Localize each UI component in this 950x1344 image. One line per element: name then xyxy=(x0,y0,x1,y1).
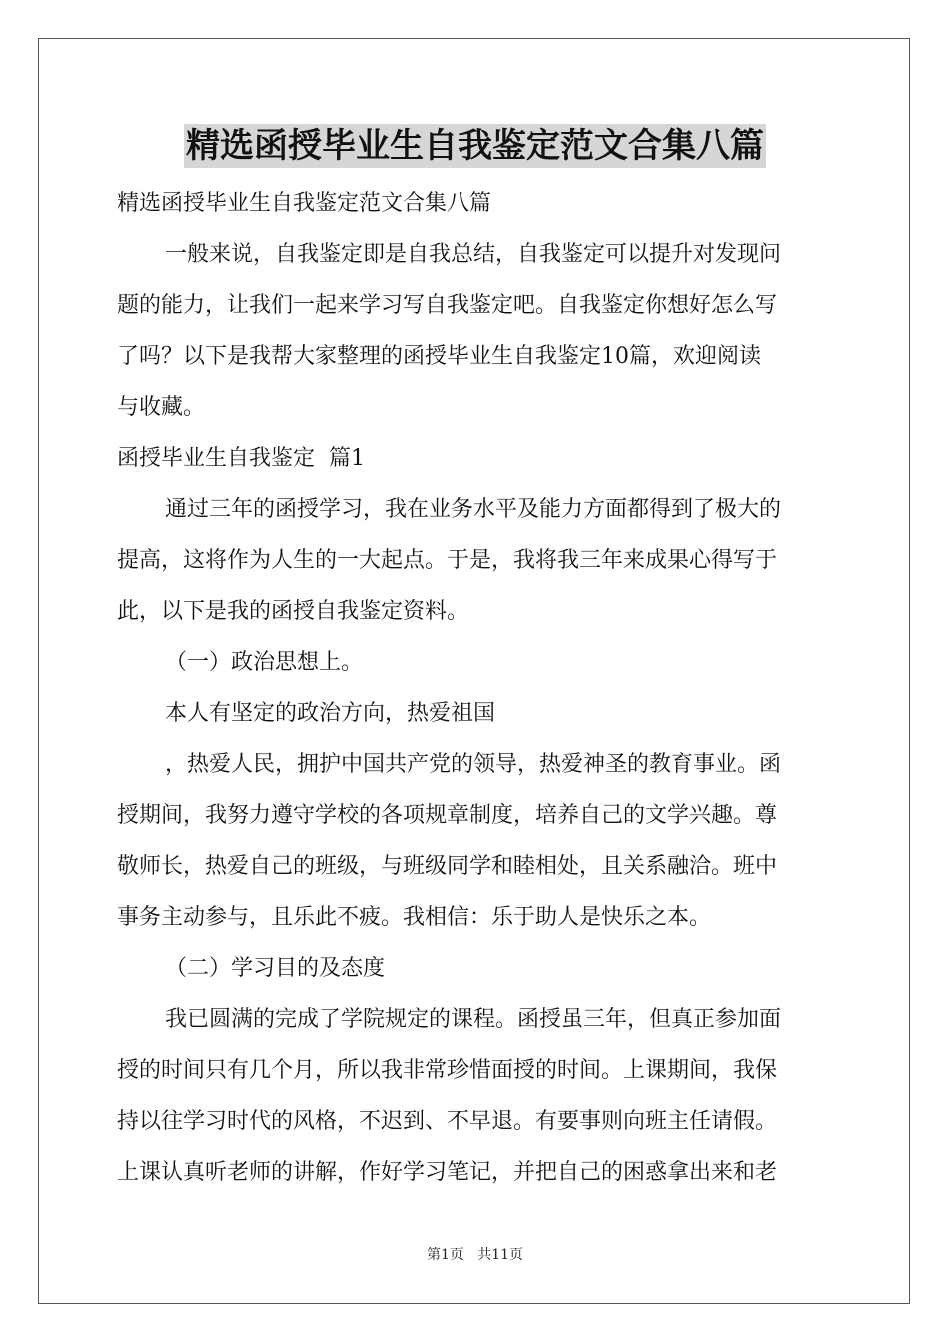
paragraph-line: 我已圆满的完成了学院规定的课程。函授虽三年，但真正参加面 xyxy=(165,1007,782,1032)
paragraph-line: 上课认真听老师的讲解，作好学习笔记，并把自己的困惑拿出来和老 xyxy=(117,1160,778,1185)
paragraph-line: 本人有坚定的政治方向，热爱祖国 xyxy=(165,701,496,726)
paragraph-line: 此，以下是我的函授自我鉴定资料。 xyxy=(117,599,470,624)
title-area xyxy=(0,124,950,168)
document-body xyxy=(117,178,833,1198)
subheading-line: （二）学习目的及态度 xyxy=(165,956,386,981)
subheading-line: （一）政治思想上。 xyxy=(165,650,364,675)
paragraph-line: 敬师长，热爱自己的班级，与班级同学和睦相处，且关系融洽。班中 xyxy=(117,854,778,879)
paragraph-line: 题的能力，让我们一起来学习写自我鉴定吧。自我鉴定你想好怎么写 xyxy=(117,293,778,318)
page-footer: 第1页 共11页 xyxy=(426,1247,524,1263)
document-title: 精选函授毕业生自我鉴定范文合集八篇 xyxy=(186,126,764,166)
section-heading: 函授毕业生自我鉴定 篇1 xyxy=(117,446,365,471)
paragraph-line: 一般来说，自我鉴定即是自我总结，自我鉴定可以提升对发现问 xyxy=(165,242,782,267)
paragraph-line: 通过三年的函授学习，我在业务水平及能力方面都得到了极大的 xyxy=(165,497,782,522)
paragraph-line: 与收藏。 xyxy=(117,395,206,420)
paragraph-line: 提高，这将作为人生的一大起点。于是，我将我三年来成果心得写于 xyxy=(117,548,778,573)
paragraph-line: 授的时间只有几个月，所以我非常珍惜面授的时间。上课期间，我保 xyxy=(117,1058,778,1083)
paragraph-line: 授期间，我努力遵守学校的各项规章制度，培养自己的文学兴趣。尊 xyxy=(117,803,778,828)
paragraph-line: 事务主动参与，且乐此不疲。我相信：乐于助人是快乐之本。 xyxy=(117,905,712,930)
paragraph-line: 了吗？以下是我帮大家整理的函授毕业生自我鉴定10篇，欢迎阅读 xyxy=(117,344,761,369)
paragraph-line: 持以往学习时代的风格，不迟到、不早退。有要事则向班主任请假。 xyxy=(117,1109,778,1134)
subtitle-line: 精选函授毕业生自我鉴定范文合集八篇 xyxy=(117,191,492,216)
paragraph-line: ，热爱人民，拥护中国共产党的领导，热爱神圣的教育事业。函 xyxy=(165,752,782,777)
